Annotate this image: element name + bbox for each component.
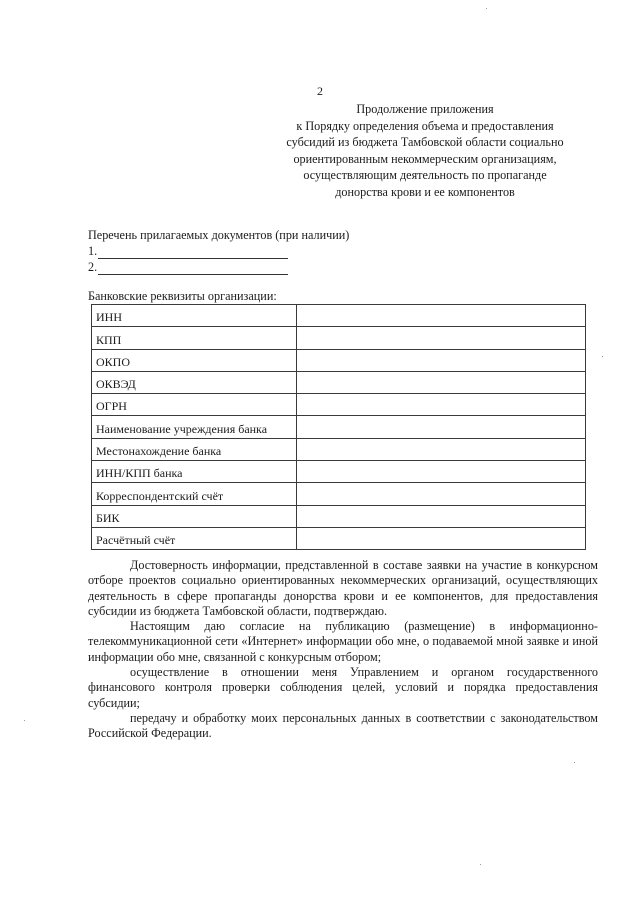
paragraph: осуществление в отношении меня Управлением и органом государственного финансового контроля проверки соблюдения целей, условий и порядка предоставления субсидии; <box>88 665 598 710</box>
bank-field-label: ИНН <box>92 305 297 327</box>
bank-field-label: ОКВЭД <box>92 371 297 393</box>
bank-details-table <box>91 304 586 550</box>
paragraph: Настоящим даю согласие на публикацию (размещение) в информационно-телекоммуникационной сети «Интернет» информации обо мне, о подаваемой мной заявке и иной информации обо мне, связанной с конкурсным отбором; <box>88 619 598 664</box>
scan-speck <box>486 8 487 9</box>
document-item-blank-line <box>98 246 288 259</box>
scan-speck <box>24 720 25 721</box>
table-row <box>92 394 586 416</box>
appendix-header <box>270 101 580 201</box>
bank-field-value <box>297 349 586 371</box>
bank-field-label: Корреспондентский счёт <box>92 483 297 505</box>
appendix-line: осуществляющим деятельность по пропаганде <box>303 168 547 183</box>
bank-field-label: Расчётный счёт <box>92 527 297 549</box>
table-row <box>92 438 586 460</box>
appendix-line: Продолжение приложения <box>356 102 494 116</box>
bank-field-value <box>297 305 586 327</box>
page-number: 2 <box>317 84 323 98</box>
bank-field-value <box>297 461 586 483</box>
table-row <box>92 527 586 549</box>
appendix-line: к Порядку определения объема и предоставления <box>296 118 554 133</box>
table-row <box>92 483 586 505</box>
bank-field-value <box>297 371 586 393</box>
appendix-line: субсидий из бюджета Тамбовской области социально <box>286 135 564 150</box>
scan-speck <box>602 356 603 357</box>
table-row <box>92 416 586 438</box>
paragraph: передачу и обработку моих персональных данных в соответствии с законодательством Российской Федерации. <box>88 710 598 741</box>
scan-speck <box>480 864 481 865</box>
bank-field-value <box>297 483 586 505</box>
documents-list <box>88 227 349 275</box>
paragraph: Достоверность информации, представленной в составе заявки на участие в конкурсном отборе проектов социально ориентированных некоммерческих организаций, осуществляющих деятельность в сфере пропаганды донорства крови и ее компонентов, для предоставления субсидии из бюджета Тамбовской области, подтверждаю. <box>88 558 598 618</box>
document-item-number: 2. <box>88 260 98 274</box>
documents-title: Перечень прилагаемых документов (при наличии) <box>88 228 350 242</box>
table-row <box>92 327 586 349</box>
bank-field-label: БИК <box>92 505 297 527</box>
table-row <box>92 505 586 527</box>
bank-field-value <box>297 438 586 460</box>
bank-field-label: КПП <box>92 327 297 349</box>
document-item-blank-line <box>98 262 288 275</box>
bank-field-value <box>297 416 586 438</box>
bank-field-label: ИНН/КПП банка <box>92 461 297 483</box>
consent-text <box>88 558 598 742</box>
bank-field-label: ОКПО <box>92 349 297 371</box>
bank-details-title: Банковские реквизиты организации: <box>88 289 277 303</box>
appendix-line: ориентированным некоммерческим организациям, <box>293 151 557 166</box>
bank-field-label: ОГРН <box>92 394 297 416</box>
bank-field-label: Местонахождение банка <box>92 438 297 460</box>
document-item <box>88 243 349 259</box>
table-row <box>92 461 586 483</box>
table-row <box>92 305 586 327</box>
table-row <box>92 371 586 393</box>
table-row <box>92 349 586 371</box>
scan-speck <box>574 762 575 763</box>
bank-field-value <box>297 527 586 549</box>
document-item <box>88 259 349 275</box>
bank-field-value <box>297 505 586 527</box>
bank-field-value <box>297 394 586 416</box>
document-item-number: 1. <box>88 244 98 258</box>
bank-field-label: Наименование учреждения банка <box>92 416 297 438</box>
bank-field-value <box>297 327 586 349</box>
appendix-line: донорства крови и ее компонентов <box>335 184 515 199</box>
